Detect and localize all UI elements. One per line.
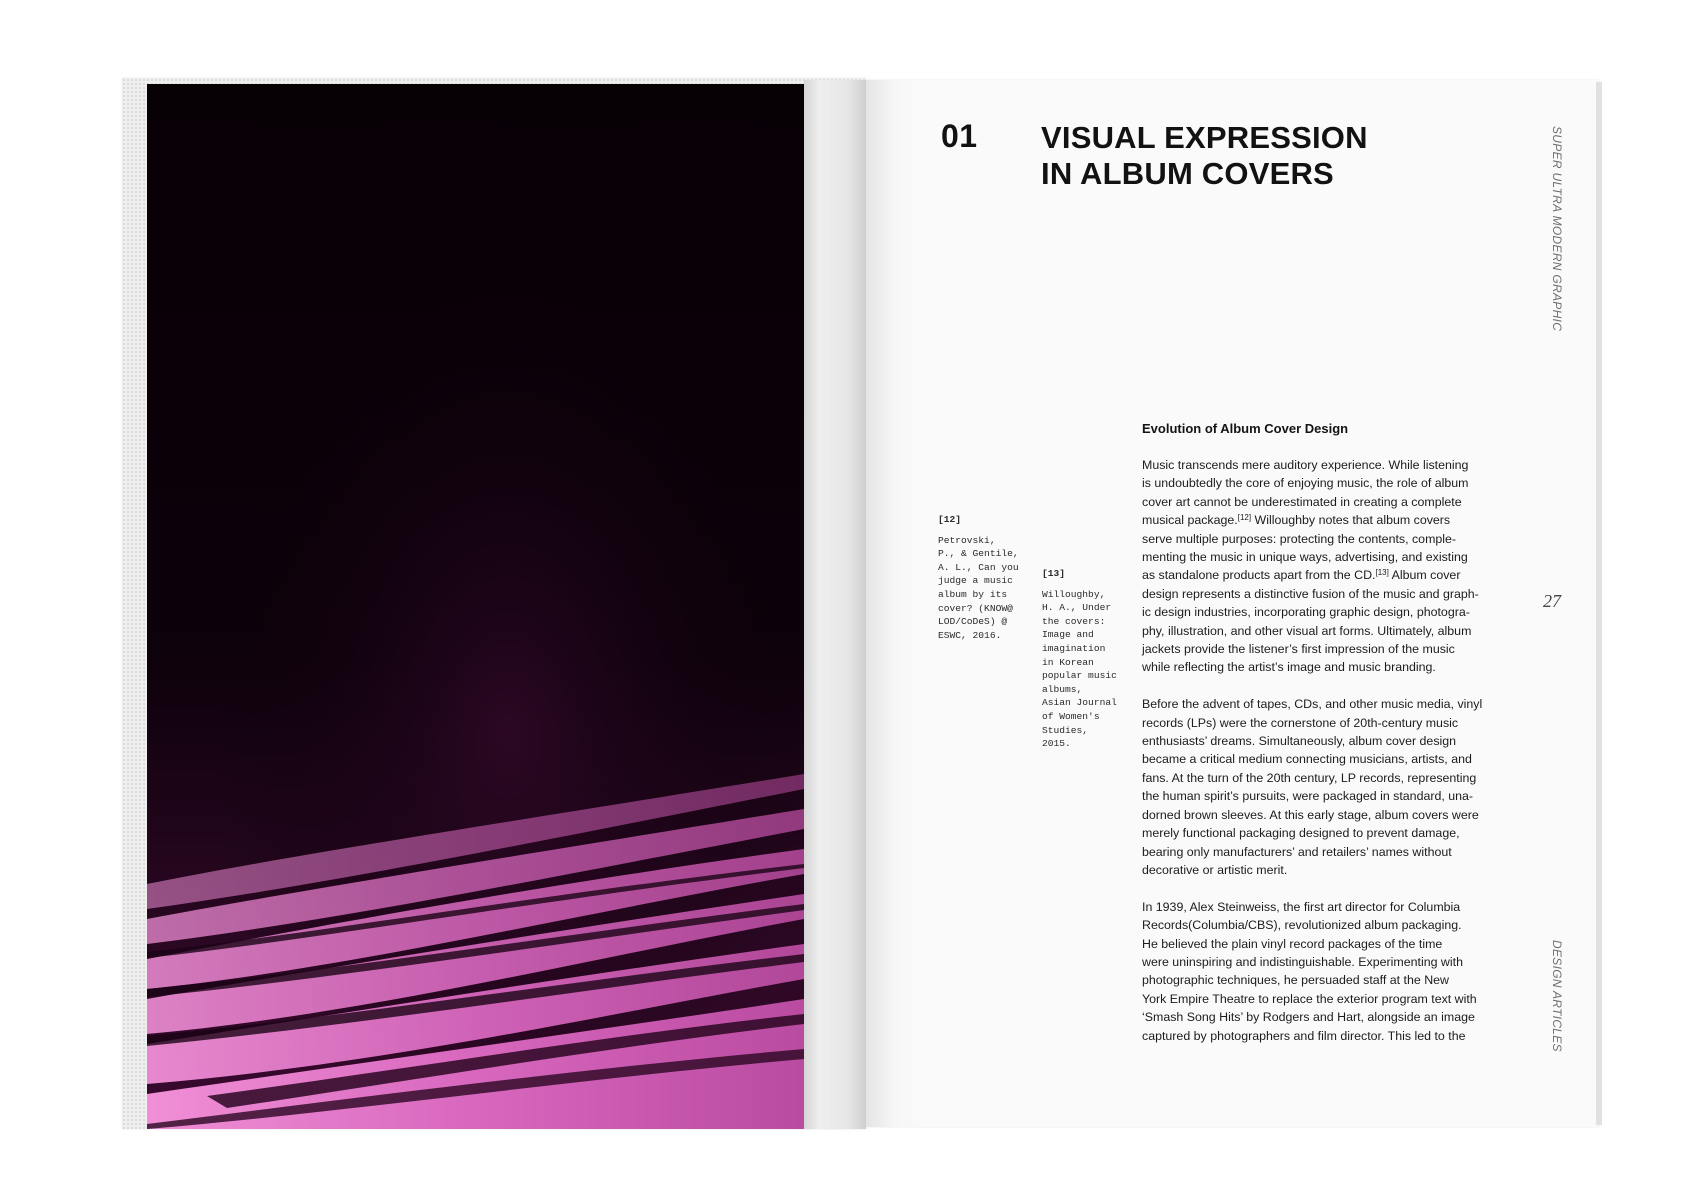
footnote-line: the covers: — [1042, 615, 1106, 627]
footnote-line: ESWC, 2016. — [938, 629, 1002, 641]
text-line — [1142, 1008, 1517, 1026]
text-line — [1142, 843, 1517, 861]
line-text: Music transcends mere auditory experience. While listening — [1142, 458, 1469, 472]
running-header: SUPER ULTRA MODERN GRAPHIC — [1550, 126, 1564, 332]
section-heading: Evolution of Album Cover Design — [1142, 421, 1349, 436]
line-text: dorned brown sleeves. At this early stage, album covers were — [1142, 807, 1479, 822]
text-line — [1142, 511, 1517, 529]
text-line — [1142, 787, 1517, 805]
footnote-line: album by its — [938, 588, 1008, 600]
chapter-title-line: IN ALBUM COVERS — [1041, 156, 1334, 191]
footnote-12 — [938, 513, 1019, 642]
line-text: In 1939, Alex Steinweiss, the first art director for Columbia — [1142, 899, 1461, 914]
footnote-line: popular music — [1042, 670, 1117, 682]
text-line — [1142, 824, 1517, 842]
line-text: serve multiple purposes: protecting the contents, comple- — [1142, 531, 1457, 546]
text-line — [1142, 493, 1517, 511]
text-line — [1142, 1027, 1517, 1045]
line-text: as standalone products apart from the CD. — [1142, 568, 1376, 583]
chapter-title — [1041, 120, 1368, 192]
text-line — [1142, 916, 1517, 934]
text-line — [1142, 695, 1517, 713]
text-line — [1142, 935, 1517, 953]
line-text: Records(Columbia/CBS), revolutionized album packaging. — [1142, 918, 1462, 933]
footnote-line: of Women's — [1042, 710, 1100, 722]
line-text: decorative or artistic merit. — [1142, 862, 1288, 877]
line-text: merely functional packaging designed to prevent damage, — [1142, 826, 1460, 841]
body-paragraph — [1142, 898, 1517, 1045]
line-text-continued: Willoughby notes that album covers — [1251, 513, 1451, 528]
text-line — [1142, 898, 1517, 916]
text-line — [1142, 640, 1517, 658]
line-text: bearing only manufacturers’ and retailers’ names without — [1142, 844, 1452, 859]
footnote-marker: [13] — [1042, 568, 1066, 579]
reference-marker[interactable]: [12] — [1237, 513, 1252, 523]
footnote-line: H. A., Under — [1042, 602, 1112, 614]
footnote-line: cover? (KNOW@ — [938, 602, 1013, 614]
line-text: design represents a distinctive fusion of the music and graph- — [1142, 586, 1479, 601]
footnote-line: judge a music — [938, 575, 1013, 587]
text-line — [1142, 566, 1517, 584]
text-line — [1142, 769, 1517, 787]
text-line — [1142, 474, 1517, 492]
line-text: while reflecting the artist’s image and music branding. — [1142, 660, 1436, 675]
line-text: menting the music in unique ways, advertising, and existing — [1142, 550, 1468, 565]
text-line — [1142, 603, 1517, 621]
line-text: captured by photographers and film director. This led to the — [1142, 1028, 1466, 1043]
footnote-13 — [1042, 567, 1117, 751]
line-text-continued: Album cover — [1388, 568, 1461, 583]
text-line — [1142, 456, 1517, 474]
text-line — [1142, 971, 1517, 989]
footnote-line: 2015. — [1042, 738, 1071, 750]
chapter-number: 01 — [941, 118, 978, 154]
line-text: He believed the plain vinyl record packages of the time — [1142, 936, 1443, 951]
page-number: 27 — [1543, 591, 1561, 611]
footnote-line: Studies, — [1042, 724, 1089, 736]
body-paragraph — [1142, 695, 1517, 879]
line-text: records (LPs) were the cornerstone of 20th-century music — [1142, 715, 1459, 730]
text-line — [1142, 750, 1517, 768]
page-edge — [1596, 82, 1602, 1125]
line-text: ‘Smash Song Hits’ by Rodgers and Hart, alongside an image — [1142, 1010, 1475, 1025]
line-text: enthusiasts’ dreams. Simultaneously, album cover design — [1142, 734, 1457, 749]
text-line — [1142, 953, 1517, 971]
text-line — [1142, 990, 1517, 1008]
line-text: musical package. — [1142, 513, 1238, 528]
text-line — [1142, 530, 1517, 548]
footnote-line: A. L., Can you — [938, 561, 1019, 573]
line-text: Before the advent of tapes, CDs, and other music media, vinyl — [1142, 697, 1483, 712]
article-body — [1142, 456, 1517, 1063]
text-line — [1142, 548, 1517, 566]
line-text: cover art cannot be underestimated in creating a complete — [1142, 494, 1462, 509]
line-text: York Empire Theatre to replace the exterior program text with — [1142, 991, 1477, 1006]
reference-marker[interactable]: [13] — [1375, 568, 1389, 578]
line-text: became a critical medium connecting musicians, artists, and — [1142, 752, 1472, 767]
text-line — [1142, 658, 1517, 676]
footnote-marker: [12] — [938, 514, 962, 525]
footnote-line: in Korean — [1042, 656, 1094, 668]
footnote-line: Asian Journal — [1042, 697, 1117, 709]
footnote-line: Petrovski, — [938, 534, 996, 546]
spine-gutter — [804, 80, 866, 1129]
line-text: photographic techniques, he persuaded staff at the New — [1142, 973, 1449, 988]
line-text: were uninspiring and indistinguishable. Experimenting with — [1142, 954, 1463, 969]
text-line — [1142, 585, 1517, 603]
line-text: phy, illustration, and other visual art forms. Ultimately, album — [1142, 623, 1472, 638]
line-text: fans. At the turn of the 20th century, LP records, representing — [1142, 770, 1477, 785]
body-paragraph — [1142, 456, 1517, 677]
text-line — [1142, 732, 1517, 750]
text-line — [1142, 622, 1517, 640]
footnote-line: Willoughby, — [1042, 588, 1106, 600]
footnote-line: LOD/CoDeS) @ — [938, 616, 1008, 628]
text-line — [1142, 861, 1517, 879]
line-text: jackets provide the listener’s first impression of the music — [1142, 642, 1455, 657]
footnote-line: P., & Gentile, — [938, 548, 1019, 560]
text-line — [1142, 806, 1517, 824]
line-text: is undoubtedly the core of enjoying music, the role of album — [1142, 476, 1469, 491]
section-label: DESIGN ARTICLES — [1550, 940, 1564, 1052]
footnote-line: albums, — [1042, 683, 1083, 695]
album-photo — [147, 84, 804, 1129]
chapter-title-line: VISUAL EXPRESSION — [1041, 120, 1368, 155]
line-text: the human spirit’s pursuits, were packaged in standard, una- — [1142, 789, 1474, 804]
line-text: ic design industries, incorporating graphic design, photogra- — [1142, 605, 1470, 620]
text-line — [1142, 714, 1517, 732]
footnote-line: Image and — [1042, 629, 1094, 641]
footnote-line: imagination — [1042, 642, 1106, 654]
